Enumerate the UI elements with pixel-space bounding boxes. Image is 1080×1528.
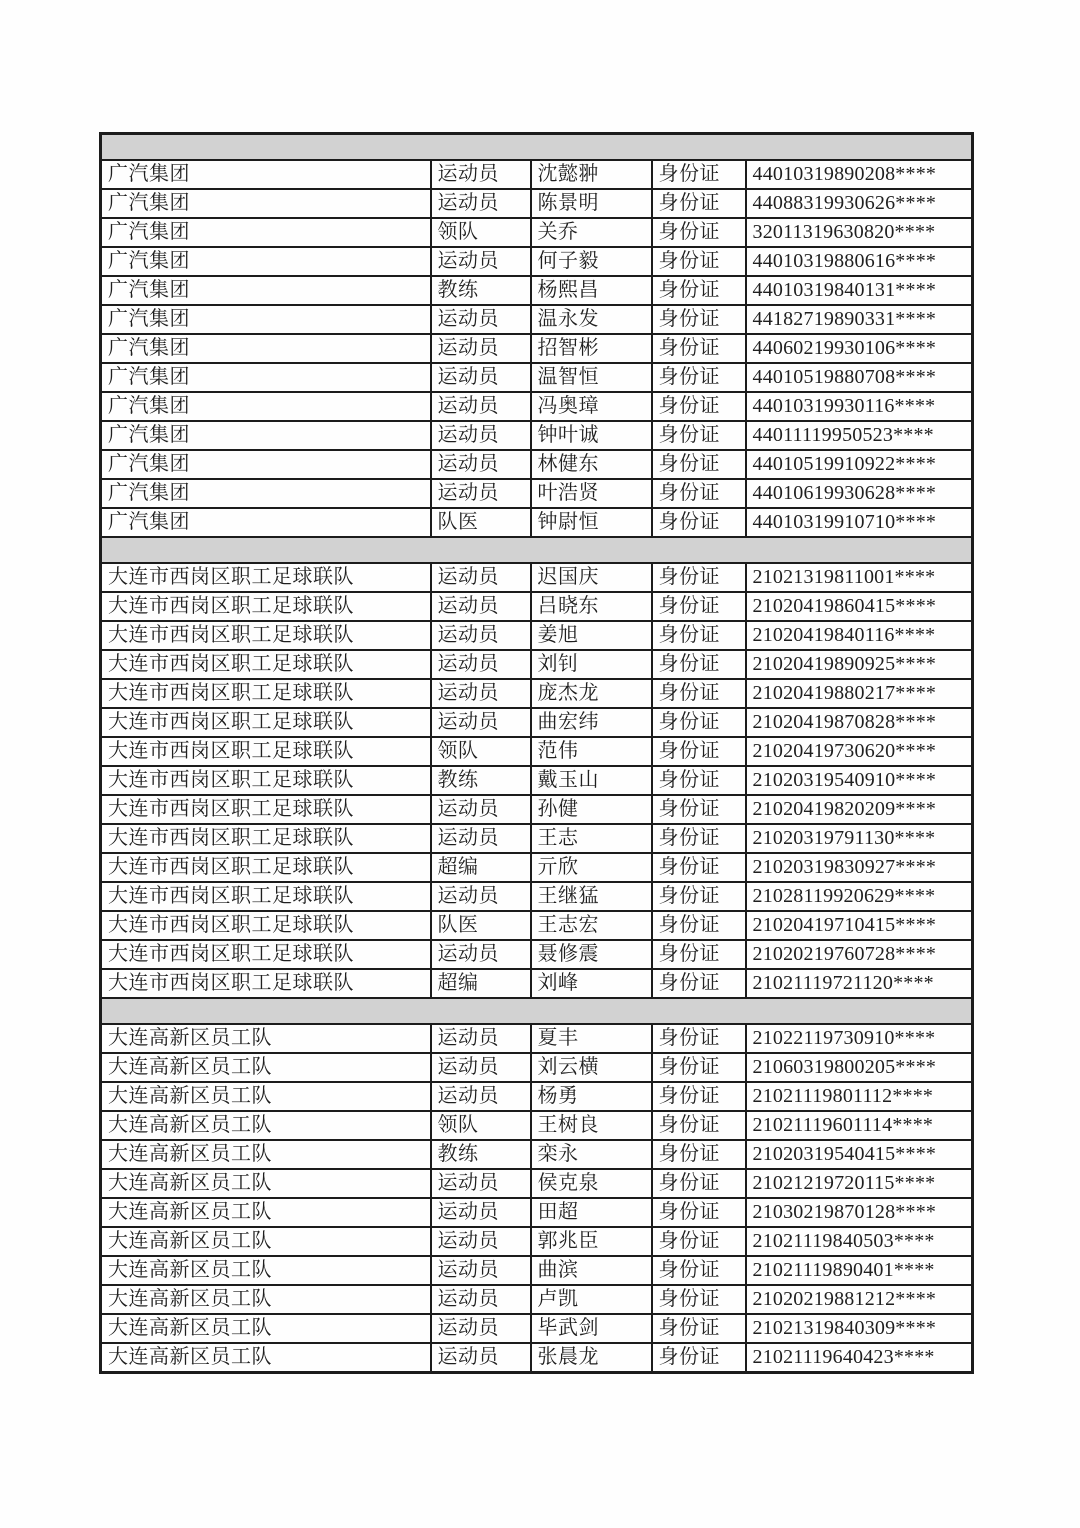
name-cell: 曲滨: [531, 1256, 652, 1285]
table-row: [101, 479, 973, 508]
name-cell: 吕晓东: [531, 592, 652, 621]
role-cell: 运动员: [431, 363, 531, 392]
table-row: [101, 969, 973, 998]
team-cell: 大连高新区员工队: [101, 1053, 431, 1082]
table-row: [101, 1256, 973, 1285]
id-number-cell: 44010319890208****: [746, 160, 973, 189]
role-cell: 运动员: [431, 305, 531, 334]
name-cell: 王志: [531, 824, 652, 853]
role-cell: 运动员: [431, 334, 531, 363]
role-cell: 运动员: [431, 392, 531, 421]
id-number-cell: 44060219930106****: [746, 334, 973, 363]
name-cell: 亓欣: [531, 853, 652, 882]
section-separator-cell: [101, 134, 973, 160]
name-cell: 卢凯: [531, 1285, 652, 1314]
name-cell: 刘峰: [531, 969, 652, 998]
table-row: [101, 679, 973, 708]
name-cell: 张晨龙: [531, 1343, 652, 1373]
table-row: [101, 1314, 973, 1343]
id-type-cell: 身份证: [652, 189, 746, 218]
name-cell: 孙健: [531, 795, 652, 824]
table-row: [101, 1140, 973, 1169]
id-number-cell: 21020419870828****: [746, 708, 973, 737]
id-type-cell: 身份证: [652, 247, 746, 276]
team-cell: 大连高新区员工队: [101, 1343, 431, 1373]
id-number-cell: 44010319910710****: [746, 508, 973, 537]
table-row: [101, 247, 973, 276]
id-number-cell: 21020319540910****: [746, 766, 973, 795]
name-cell: 迟国庆: [531, 563, 652, 592]
team-cell: 大连市西岗区职工足球联队: [101, 795, 431, 824]
team-cell: 大连市西岗区职工足球联队: [101, 563, 431, 592]
team-cell: 大连市西岗区职工足球联队: [101, 737, 431, 766]
name-cell: 王树良: [531, 1111, 652, 1140]
id-number-cell: 21020419710415****: [746, 911, 973, 940]
table-row: [101, 592, 973, 621]
role-cell: 运动员: [431, 1082, 531, 1111]
id-number-cell: 21060319800205****: [746, 1053, 973, 1082]
role-cell: 教练: [431, 766, 531, 795]
name-cell: 林健东: [531, 450, 652, 479]
id-number-cell: 21021319811001****: [746, 563, 973, 592]
team-cell: 大连市西岗区职工足球联队: [101, 592, 431, 621]
section-separator: [101, 537, 973, 563]
table-row: [101, 1024, 973, 1053]
table-row: [101, 334, 973, 363]
name-cell: 戴玉山: [531, 766, 652, 795]
id-type-cell: 身份证: [652, 1314, 746, 1343]
team-cell: 广汽集团: [101, 392, 431, 421]
role-cell: 运动员: [431, 189, 531, 218]
role-cell: 运动员: [431, 563, 531, 592]
name-cell: 刘钊: [531, 650, 652, 679]
name-cell: 陈景明: [531, 189, 652, 218]
id-number-cell: 21020419840116****: [746, 621, 973, 650]
name-cell: 毕武剑: [531, 1314, 652, 1343]
team-cell: 大连高新区员工队: [101, 1227, 431, 1256]
id-type-cell: 身份证: [652, 795, 746, 824]
table-row: [101, 1053, 973, 1082]
table-row: [101, 882, 973, 911]
team-cell: 大连市西岗区职工足球联队: [101, 679, 431, 708]
name-cell: 夏丰: [531, 1024, 652, 1053]
name-cell: 温智恒: [531, 363, 652, 392]
id-type-cell: 身份证: [652, 334, 746, 363]
table-row: [101, 392, 973, 421]
name-cell: 姜旭: [531, 621, 652, 650]
table-row: [101, 189, 973, 218]
id-number-cell: 44010519910922****: [746, 450, 973, 479]
id-number-cell: 21021119721120****: [746, 969, 973, 998]
name-cell: 温永发: [531, 305, 652, 334]
id-number-cell: 21020419890925****: [746, 650, 973, 679]
table-row: [101, 1169, 973, 1198]
name-cell: 钟叶诚: [531, 421, 652, 450]
table-row: [101, 1082, 973, 1111]
team-cell: 大连高新区员工队: [101, 1140, 431, 1169]
id-type-cell: 身份证: [652, 592, 746, 621]
id-number-cell: 21020419730620****: [746, 737, 973, 766]
team-cell: 广汽集团: [101, 363, 431, 392]
id-number-cell: 21021219720115****: [746, 1169, 973, 1198]
table-row: [101, 1111, 973, 1140]
table-row: [101, 940, 973, 969]
table-row: [101, 1198, 973, 1227]
role-cell: 运动员: [431, 940, 531, 969]
team-cell: 大连高新区员工队: [101, 1024, 431, 1053]
id-number-cell: 21021119640423****: [746, 1343, 973, 1373]
id-number-cell: 21028119920629****: [746, 882, 973, 911]
table-row: [101, 621, 973, 650]
table-row: [101, 1343, 973, 1373]
role-cell: 队医: [431, 911, 531, 940]
team-cell: 广汽集团: [101, 421, 431, 450]
team-cell: 大连市西岗区职工足球联队: [101, 969, 431, 998]
role-cell: 教练: [431, 1140, 531, 1169]
id-type-cell: 身份证: [652, 1024, 746, 1053]
team-cell: 大连市西岗区职工足球联队: [101, 940, 431, 969]
id-number-cell: 44010319840131****: [746, 276, 973, 305]
role-cell: 运动员: [431, 1256, 531, 1285]
role-cell: 运动员: [431, 421, 531, 450]
id-type-cell: 身份证: [652, 737, 746, 766]
name-cell: 侯克泉: [531, 1169, 652, 1198]
id-number-cell: 21020419860415****: [746, 592, 973, 621]
id-number-cell: 21020419880217****: [746, 679, 973, 708]
id-type-cell: 身份证: [652, 450, 746, 479]
id-type-cell: 身份证: [652, 276, 746, 305]
name-cell: 聂修震: [531, 940, 652, 969]
id-number-cell: 44010319880616****: [746, 247, 973, 276]
id-number-cell: 44010319930116****: [746, 392, 973, 421]
id-number-cell: 21021319840309****: [746, 1314, 973, 1343]
table-row: [101, 911, 973, 940]
name-cell: 何子毅: [531, 247, 652, 276]
team-cell: 大连市西岗区职工足球联队: [101, 766, 431, 795]
name-cell: 王继猛: [531, 882, 652, 911]
id-type-cell: 身份证: [652, 479, 746, 508]
role-cell: 运动员: [431, 1024, 531, 1053]
role-cell: 运动员: [431, 1314, 531, 1343]
id-type-cell: 身份证: [652, 1256, 746, 1285]
team-cell: 大连高新区员工队: [101, 1285, 431, 1314]
id-number-cell: 44088319930626****: [746, 189, 973, 218]
name-cell: 杨熙昌: [531, 276, 652, 305]
table-row: [101, 1227, 973, 1256]
role-cell: 运动员: [431, 1169, 531, 1198]
team-cell: 大连高新区员工队: [101, 1111, 431, 1140]
table-row: [101, 737, 973, 766]
id-type-cell: 身份证: [652, 824, 746, 853]
table-row: [101, 824, 973, 853]
role-cell: 运动员: [431, 592, 531, 621]
team-cell: 大连高新区员工队: [101, 1256, 431, 1285]
name-cell: 田超: [531, 1198, 652, 1227]
role-cell: 运动员: [431, 882, 531, 911]
name-cell: 曲宏纬: [531, 708, 652, 737]
section-separator: [101, 134, 973, 160]
role-cell: 运动员: [431, 450, 531, 479]
table-row: [101, 766, 973, 795]
team-cell: 广汽集团: [101, 189, 431, 218]
name-cell: 栾永: [531, 1140, 652, 1169]
id-number-cell: 44182719890331****: [746, 305, 973, 334]
role-cell: 领队: [431, 218, 531, 247]
id-type-cell: 身份证: [652, 1169, 746, 1198]
id-number-cell: 21021119801112****: [746, 1082, 973, 1111]
team-cell: 广汽集团: [101, 305, 431, 334]
section-separator-cell: [101, 537, 973, 563]
role-cell: 运动员: [431, 621, 531, 650]
team-cell: 广汽集团: [101, 479, 431, 508]
name-cell: 杨勇: [531, 1082, 652, 1111]
role-cell: 超编: [431, 853, 531, 882]
team-cell: 大连市西岗区职工足球联队: [101, 650, 431, 679]
id-number-cell: 21021119890401****: [746, 1256, 973, 1285]
roster-table: [99, 132, 974, 1374]
team-cell: 大连市西岗区职工足球联队: [101, 708, 431, 737]
id-number-cell: 21020419820209****: [746, 795, 973, 824]
role-cell: 领队: [431, 737, 531, 766]
table-row: [101, 421, 973, 450]
table-row: [101, 853, 973, 882]
role-cell: 超编: [431, 969, 531, 998]
id-type-cell: 身份证: [652, 508, 746, 537]
id-type-cell: 身份证: [652, 1082, 746, 1111]
role-cell: 教练: [431, 276, 531, 305]
id-type-cell: 身份证: [652, 160, 746, 189]
table-row: [101, 305, 973, 334]
role-cell: 运动员: [431, 824, 531, 853]
table-row: [101, 363, 973, 392]
id-number-cell: 21030219870128****: [746, 1198, 973, 1227]
role-cell: 领队: [431, 1111, 531, 1140]
role-cell: 运动员: [431, 1198, 531, 1227]
role-cell: 运动员: [431, 1053, 531, 1082]
id-number-cell: 21020319540415****: [746, 1140, 973, 1169]
table-row: [101, 563, 973, 592]
id-type-cell: 身份证: [652, 1111, 746, 1140]
id-type-cell: 身份证: [652, 940, 746, 969]
id-number-cell: 21022119730910****: [746, 1024, 973, 1053]
team-cell: 大连市西岗区职工足球联队: [101, 882, 431, 911]
table-row: [101, 1285, 973, 1314]
team-cell: 大连高新区员工队: [101, 1169, 431, 1198]
team-cell: 广汽集团: [101, 247, 431, 276]
team-cell: 广汽集团: [101, 276, 431, 305]
team-cell: 大连高新区员工队: [101, 1198, 431, 1227]
id-type-cell: 身份证: [652, 969, 746, 998]
id-number-cell: 21020319791130****: [746, 824, 973, 853]
role-cell: 运动员: [431, 1227, 531, 1256]
id-type-cell: 身份证: [652, 650, 746, 679]
table-row: [101, 160, 973, 189]
table-row: [101, 508, 973, 537]
table-row: [101, 708, 973, 737]
team-cell: 大连市西岗区职工足球联队: [101, 853, 431, 882]
id-type-cell: 身份证: [652, 679, 746, 708]
id-number-cell: 44010519880708****: [746, 363, 973, 392]
name-cell: 王志宏: [531, 911, 652, 940]
id-type-cell: 身份证: [652, 305, 746, 334]
role-cell: 运动员: [431, 795, 531, 824]
role-cell: 运动员: [431, 708, 531, 737]
name-cell: 郭兆臣: [531, 1227, 652, 1256]
name-cell: 钟尉恒: [531, 508, 652, 537]
id-type-cell: 身份证: [652, 708, 746, 737]
team-cell: 大连市西岗区职工足球联队: [101, 911, 431, 940]
id-type-cell: 身份证: [652, 911, 746, 940]
id-type-cell: 身份证: [652, 363, 746, 392]
id-type-cell: 身份证: [652, 563, 746, 592]
id-type-cell: 身份证: [652, 1285, 746, 1314]
team-cell: 广汽集团: [101, 160, 431, 189]
id-type-cell: 身份证: [652, 882, 746, 911]
id-number-cell: 21021119840503****: [746, 1227, 973, 1256]
role-cell: 运动员: [431, 247, 531, 276]
id-number-cell: 21020319830927****: [746, 853, 973, 882]
team-cell: 广汽集团: [101, 450, 431, 479]
id-number-cell: 21020219760728****: [746, 940, 973, 969]
section-separator-cell: [101, 998, 973, 1024]
id-type-cell: 身份证: [652, 421, 746, 450]
roster-table-body: [101, 134, 973, 1373]
section-separator: [101, 998, 973, 1024]
id-type-cell: 身份证: [652, 1198, 746, 1227]
id-type-cell: 身份证: [652, 218, 746, 247]
name-cell: 关乔: [531, 218, 652, 247]
role-cell: 运动员: [431, 479, 531, 508]
role-cell: 运动员: [431, 1285, 531, 1314]
team-cell: 广汽集团: [101, 218, 431, 247]
id-type-cell: 身份证: [652, 853, 746, 882]
team-cell: 大连高新区员工队: [101, 1314, 431, 1343]
id-number-cell: 21020219881212****: [746, 1285, 973, 1314]
id-type-cell: 身份证: [652, 1227, 746, 1256]
id-type-cell: 身份证: [652, 1343, 746, 1373]
table-row: [101, 650, 973, 679]
name-cell: 冯奥璋: [531, 392, 652, 421]
id-number-cell: 44010619930628****: [746, 479, 973, 508]
roster-table-container: [99, 132, 974, 1374]
team-cell: 大连市西岗区职工足球联队: [101, 824, 431, 853]
role-cell: 队医: [431, 508, 531, 537]
id-type-cell: 身份证: [652, 1053, 746, 1082]
name-cell: 庞杰龙: [531, 679, 652, 708]
name-cell: 招智彬: [531, 334, 652, 363]
id-type-cell: 身份证: [652, 1140, 746, 1169]
team-cell: 大连市西岗区职工足球联队: [101, 621, 431, 650]
name-cell: 叶浩贤: [531, 479, 652, 508]
role-cell: 运动员: [431, 679, 531, 708]
team-cell: 广汽集团: [101, 508, 431, 537]
id-type-cell: 身份证: [652, 766, 746, 795]
name-cell: 范伟: [531, 737, 652, 766]
id-number-cell: 44011119950523****: [746, 421, 973, 450]
table-row: [101, 795, 973, 824]
id-type-cell: 身份证: [652, 621, 746, 650]
id-number-cell: 32011319630820****: [746, 218, 973, 247]
name-cell: 刘云横: [531, 1053, 652, 1082]
role-cell: 运动员: [431, 650, 531, 679]
role-cell: 运动员: [431, 1343, 531, 1373]
name-cell: 沈懿翀: [531, 160, 652, 189]
table-row: [101, 276, 973, 305]
id-number-cell: 21021119601114****: [746, 1111, 973, 1140]
id-type-cell: 身份证: [652, 392, 746, 421]
role-cell: 运动员: [431, 160, 531, 189]
table-row: [101, 450, 973, 479]
team-cell: 大连高新区员工队: [101, 1082, 431, 1111]
table-row: [101, 218, 973, 247]
team-cell: 广汽集团: [101, 334, 431, 363]
